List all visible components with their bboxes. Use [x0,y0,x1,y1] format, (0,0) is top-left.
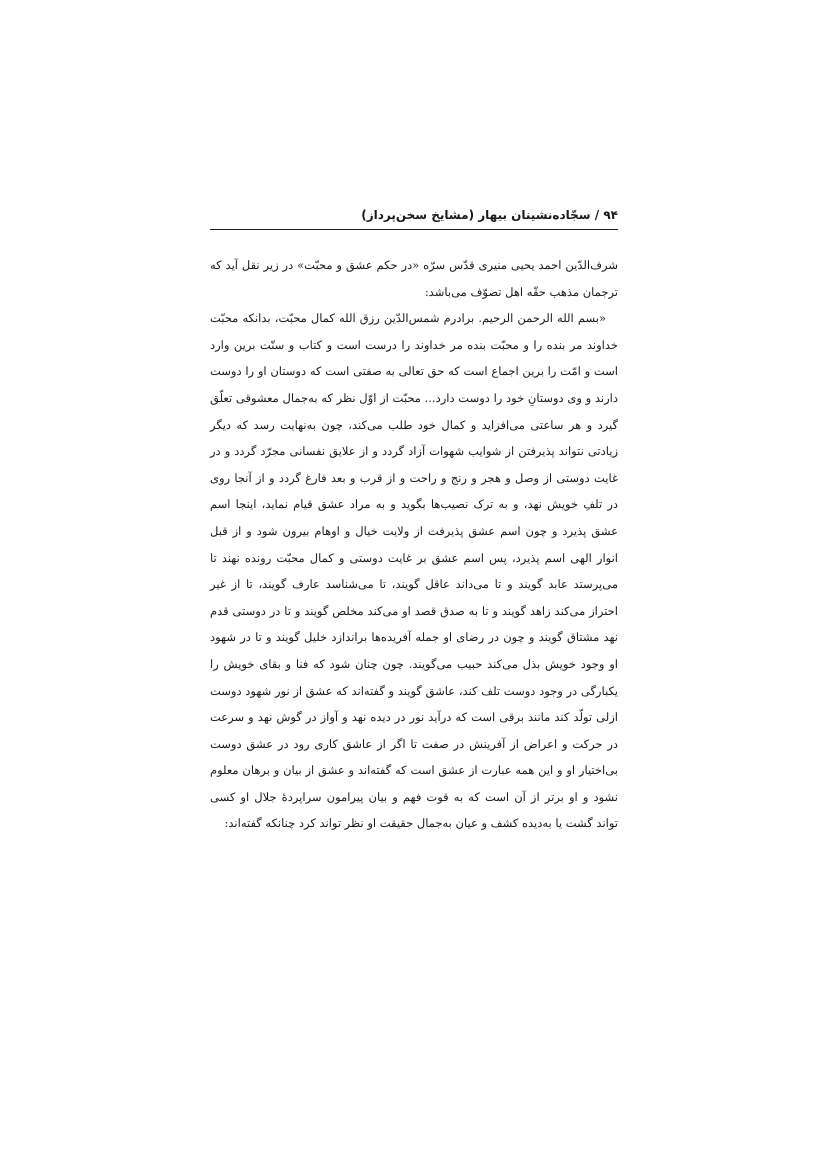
header-rule [210,229,618,230]
paragraph-letter: «بسم الله الرحمن الرحیم. برادرم شمس‌الدّین رزق الله کمال محبّت، بدانکه محبّت خداوند مر بنده را و محبّت بنده مر خداوند را درست است و کتاب و سنّت برین وارد است و امّت را برین اجماع است که حق تعالی به صفتی است که دوستان او را دوست دارند و وی دوستانِ خود را دوست دارد... محبّت از اوّل نظر که به‌جمال معشوقی تعلّق گیرد و هر ساعتی می‌افزاید و کمال خود طلب می‌کند، چون به‌نهایت رسد که دیگر زیادتی نتواند پذیرفتن از شوایب شهوات آزاد گردد و از علایق نفسانی مجرّد گردد و در غایت دوستی از وصل و هجر و رنج و راحت و از قرب و بعد فارغ گردد و از آنجا روی در تلفِ خویش نهد، و به ترک نصیب‌ها بگوید و به مراد عشق قیام نماید، اینجا اسم عشق پذیرد و چون اسم عشق پذیرفت از ولایت خیال و اوهام بیرون شود و از قبل انوار الهی اسم پذیرد، پس اسم عشق بر غایت دوستی و کمال محبّت رونده نهند تا می‌پرستد عابد گویند و تا می‌داند عاقل گویند، تا می‌شناسد عارف گویند، تا از غیر احتراز می‌کند زاهد گویند و تا به صدق قصد او می‌کند مخلص گویند و تا در دوستی قدم نهد مشتاق گویند و چون در رضای او جمله آفریده‌ها براندازد خلیل گویند و تا در شهود او وجود خویش بذل می‌کند حبیب می‌گویند. چون چنان شود که فنا و بقای خویش را یکبارگی در وجود دوست تلف کند، عاشق گویند و گفته‌اند که عشق از نور شهود دوست ازلی تولّد کند مانند برقی است که درآید نور در دیده نهد و آواز در گوش نهد و سرعت در حرکت و اعراض از آفرینش در صفت تا اگر از عاشق کاری رود در عشق دوست بی‌اختیار او و این همه عبارت از عشق است که گفته‌اند و عشق از بیان و برهان معلوم نشود و او برتر از آن است که به قوت فهم و بیان پیرامون سراپردهٔ جلال او کسی تواند گشت یا به‌دیده کشف و عیان به‌جمال حقیقت او نظر تواند کرد چنانکه گفته‌اند: [210,311,618,831]
paragraph-intro: شرف‌الدّین احمد یحیی منیری قدّس سرّه «در حکم عشق و محبّت» در زیر نقل آید که ترجمان مذهب حقّه اهل تصوّف می‌باشد: [210,258,618,299]
body-text [210,252,618,837]
running-header: ۹۴ / سجّاده‌نشینان بیهار (مشایخ سخن‌پرداز) [361,208,618,222]
